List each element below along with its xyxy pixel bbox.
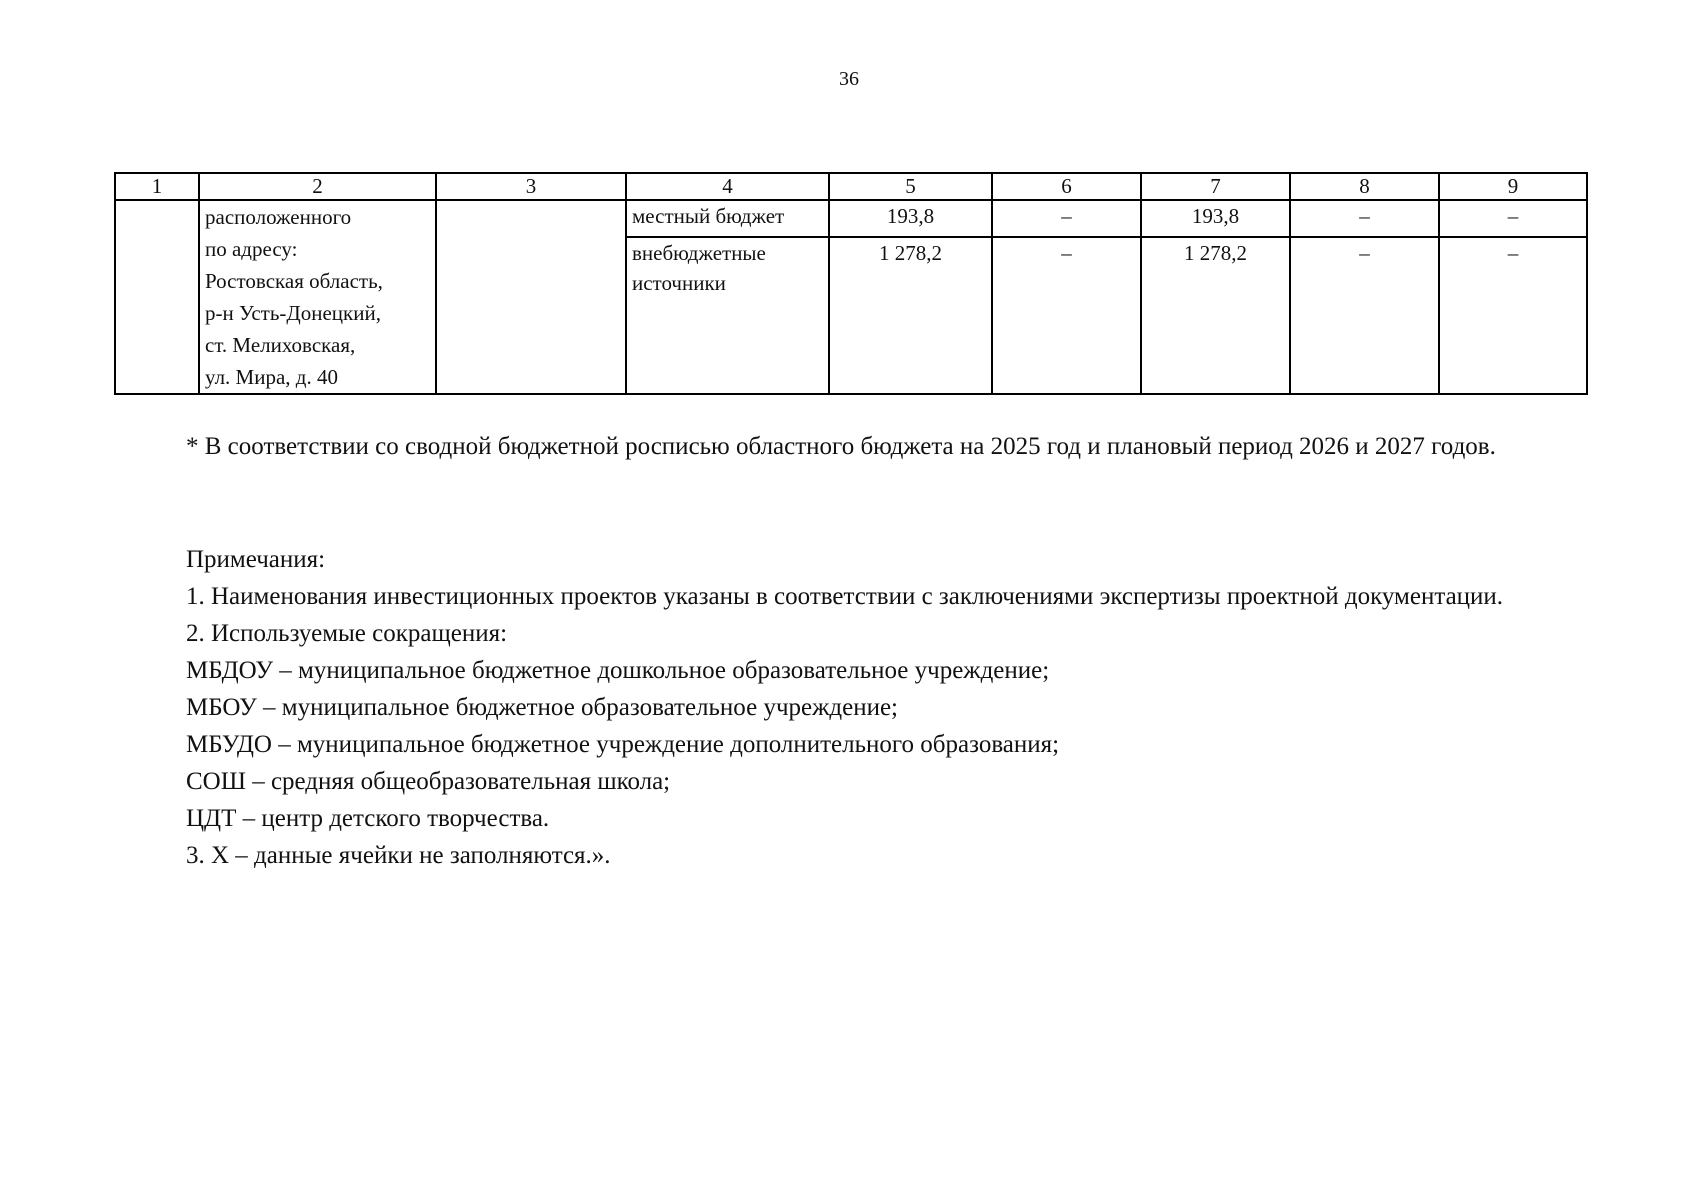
value-cell-col6: –	[992, 237, 1141, 394]
address-line: расположенного	[205, 205, 352, 229]
note-item-1: 1. Наименования инвестиционных проектов указаны в соответствии с заключениями экспертизы проектной документации.	[186, 583, 1504, 610]
column-number-row	[115, 173, 1587, 200]
note-item-2: 2. Используемые сокращения:	[186, 620, 508, 647]
funding-source-line: источники	[632, 271, 726, 295]
value-cell-col7: 193,8	[1141, 200, 1290, 237]
budget-footnote: * В соответствии со сводной бюджетной росписью областного бюджета на 2025 год и плановый период 2026 и 2027 годов.	[186, 433, 1496, 460]
page-number: 36	[839, 68, 859, 90]
address-line: Ростовская область,	[205, 269, 383, 293]
value-cell-col8: –	[1290, 200, 1439, 237]
table-cell-col3	[436, 200, 626, 394]
abbreviation-item: МБОУ – муниципальное бюджетное образовательное учреждение;	[186, 694, 898, 721]
table-row	[115, 200, 1587, 237]
object-address-cell	[199, 200, 436, 394]
value-cell-col8: –	[1290, 237, 1439, 394]
notes-section	[114, 541, 1586, 874]
address-line: р-н Усть-Донецкий,	[205, 301, 381, 325]
column-number: 4	[626, 173, 829, 200]
column-number: 8	[1290, 173, 1439, 200]
value-cell-col7: 1 278,2	[1141, 237, 1290, 394]
notes-title: Примечания:	[186, 546, 326, 573]
value-cell-col9: –	[1439, 200, 1587, 237]
funding-source-line: внебюджетные	[632, 241, 766, 265]
address-line: ст. Мелиховская,	[205, 333, 356, 357]
funding-source-cell: местный бюджет	[626, 200, 829, 237]
abbreviation-item: МБДОУ – муниципальное бюджетное дошкольное образовательное учреждение;	[186, 657, 1050, 684]
column-number: 6	[992, 173, 1141, 200]
value-cell-col5: 1 278,2	[829, 237, 992, 394]
address-line: по адресу:	[205, 237, 298, 261]
column-number: 9	[1439, 173, 1587, 200]
column-number: 5	[829, 173, 992, 200]
column-number: 1	[115, 173, 199, 200]
address-line: ул. Мира, д. 40	[205, 365, 338, 389]
table-cell-col1	[115, 200, 199, 394]
funding-source-cell	[626, 237, 829, 394]
abbreviation-item: СОШ – средняя общеобразовательная школа;	[186, 768, 671, 795]
abbreviation-item: МБУДО – муниципальное бюджетное учреждение дополнительного образования;	[186, 731, 1060, 758]
column-number: 2	[199, 173, 436, 200]
note-item-3: 3. Х – данные ячейки не заполняются.».	[186, 842, 611, 869]
investment-table	[114, 172, 1588, 395]
value-cell-col6: –	[992, 200, 1141, 237]
column-number: 7	[1141, 173, 1290, 200]
column-number: 3	[436, 173, 626, 200]
value-cell-col9: –	[1439, 237, 1587, 394]
abbreviation-item: ЦДТ – центр детского творчества.	[186, 805, 550, 832]
value-cell-col5: 193,8	[829, 200, 992, 237]
